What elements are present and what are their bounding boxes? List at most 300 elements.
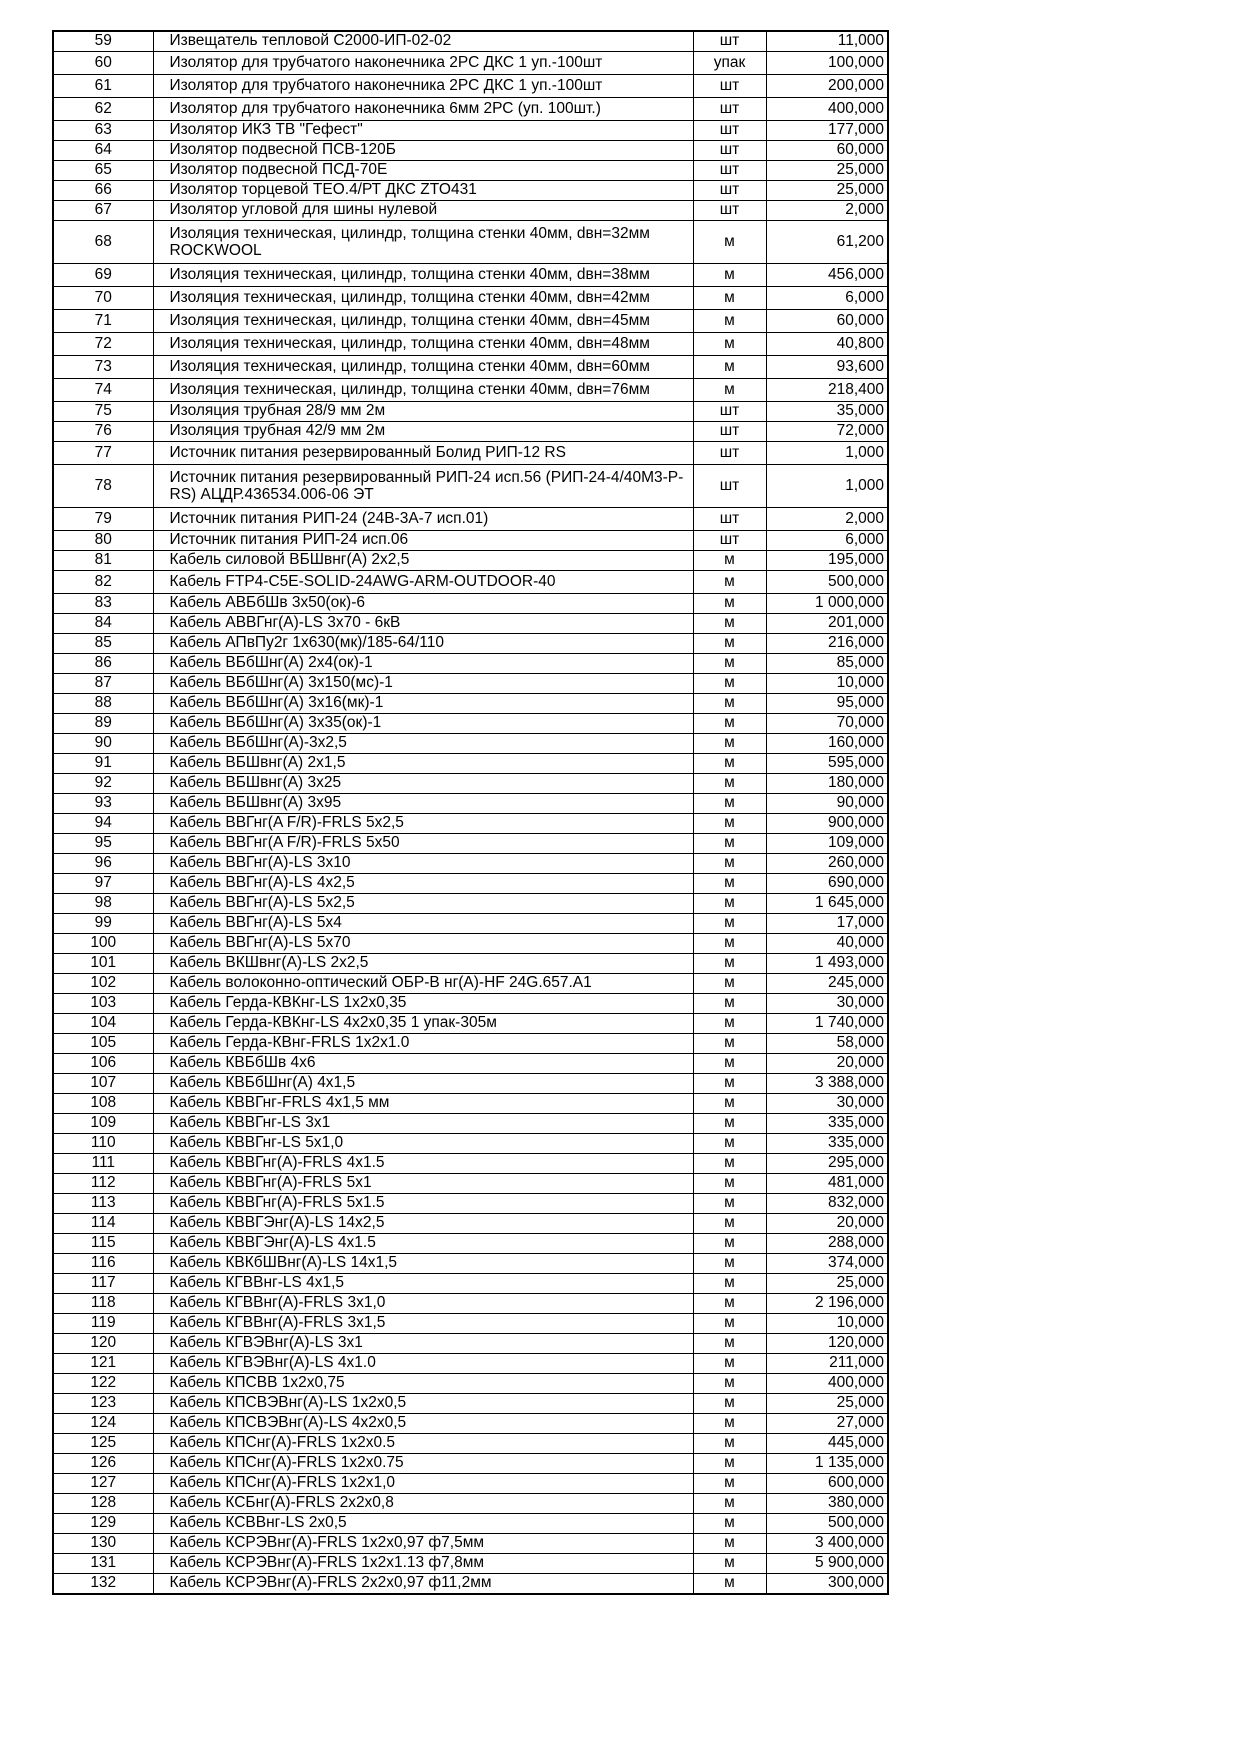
row-number: 116 [53, 1254, 153, 1274]
row-number: 82 [53, 571, 153, 594]
item-unit: м [693, 1554, 766, 1574]
row-number: 121 [53, 1354, 153, 1374]
item-quantity: 35,000 [766, 402, 888, 422]
item-quantity: 3 400,000 [766, 1534, 888, 1554]
item-name: Кабель КВБбШнг(А) 4х1,5 [153, 1074, 693, 1094]
item-name: Кабель КВВГнг(А)-FRLS 4х1.5 [153, 1154, 693, 1174]
item-quantity: 85,000 [766, 654, 888, 674]
row-number: 67 [53, 201, 153, 221]
table-row [53, 1194, 888, 1214]
table-row [53, 333, 888, 356]
item-name: Изолятор для трубчатого наконечника 2РС ДКС 1 уп.-100шт [153, 52, 693, 75]
item-name: Кабель КГВЭВнг(А)-LS 3х1 [153, 1334, 693, 1354]
item-name: Кабель КПСВЭВнг(А)-LS 1х2х0,5 [153, 1394, 693, 1414]
item-quantity: 70,000 [766, 714, 888, 734]
row-number: 61 [53, 75, 153, 98]
row-number: 126 [53, 1454, 153, 1474]
row-number: 127 [53, 1474, 153, 1494]
item-unit: шт [693, 161, 766, 181]
item-unit: м [693, 1534, 766, 1554]
item-quantity: 288,000 [766, 1234, 888, 1254]
table-row [53, 714, 888, 734]
item-unit: м [693, 264, 766, 287]
item-quantity: 690,000 [766, 874, 888, 894]
item-unit: шт [693, 75, 766, 98]
item-unit: м [693, 754, 766, 774]
item-name: Изолятор ИКЗ ТВ "Гефест" [153, 121, 693, 141]
row-number: 105 [53, 1034, 153, 1054]
table-row [53, 141, 888, 161]
row-number: 76 [53, 422, 153, 442]
row-number: 79 [53, 508, 153, 531]
row-number: 122 [53, 1374, 153, 1394]
row-number: 132 [53, 1574, 153, 1595]
item-unit: м [693, 379, 766, 402]
row-number: 107 [53, 1074, 153, 1094]
item-name: Изоляция техническая, цилиндр, толщина стенки 40мм, dвн=32мм ROCKWOOL [153, 221, 693, 264]
table-row [53, 1174, 888, 1194]
item-name: Кабель КВВГнг-LS 3х1 [153, 1114, 693, 1134]
item-unit: упак [693, 52, 766, 75]
row-number: 64 [53, 141, 153, 161]
item-quantity: 456,000 [766, 264, 888, 287]
row-number: 108 [53, 1094, 153, 1114]
row-number: 113 [53, 1194, 153, 1214]
item-quantity: 1 000,000 [766, 594, 888, 614]
item-quantity: 10,000 [766, 1314, 888, 1334]
item-unit: шт [693, 508, 766, 531]
item-quantity: 25,000 [766, 1274, 888, 1294]
row-number: 95 [53, 834, 153, 854]
item-unit: м [693, 794, 766, 814]
item-quantity: 445,000 [766, 1434, 888, 1454]
item-unit: м [693, 551, 766, 571]
item-quantity: 195,000 [766, 551, 888, 571]
item-unit: м [693, 1094, 766, 1114]
item-name: Изоляция техническая, цилиндр, толщина стенки 40мм, dвн=48мм [153, 333, 693, 356]
item-quantity: 380,000 [766, 1494, 888, 1514]
item-quantity: 25,000 [766, 1394, 888, 1414]
item-unit: м [693, 1174, 766, 1194]
item-name: Кабель АПвПу2г 1х630(мк)/185-64/110 [153, 634, 693, 654]
row-number: 119 [53, 1314, 153, 1334]
row-number: 73 [53, 356, 153, 379]
table-row [53, 442, 888, 465]
row-number: 68 [53, 221, 153, 264]
item-name: Кабель КПСВВ 1х2х0,75 [153, 1374, 693, 1394]
item-quantity: 17,000 [766, 914, 888, 934]
table-row [53, 1394, 888, 1414]
table-row [53, 814, 888, 834]
table-row [53, 934, 888, 954]
item-unit: м [693, 854, 766, 874]
item-unit: м [693, 994, 766, 1014]
item-name: Кабель ВБбШнг(А) 3х16(мк)-1 [153, 694, 693, 714]
item-quantity: 60,000 [766, 141, 888, 161]
item-unit: м [693, 1234, 766, 1254]
item-quantity: 245,000 [766, 974, 888, 994]
item-quantity: 211,000 [766, 1354, 888, 1374]
item-quantity: 100,000 [766, 52, 888, 75]
item-unit: м [693, 814, 766, 834]
item-quantity: 900,000 [766, 814, 888, 834]
item-name: Изоляция трубная 28/9 мм 2м [153, 402, 693, 422]
item-unit: м [693, 221, 766, 264]
row-number: 65 [53, 161, 153, 181]
table-row [53, 894, 888, 914]
item-name: Кабель КПСнг(А)-FRLS 1х2х0.5 [153, 1434, 693, 1454]
row-number: 109 [53, 1114, 153, 1134]
row-number: 87 [53, 674, 153, 694]
item-name: Кабель ВВГнг(А)-LS 5х4 [153, 914, 693, 934]
item-unit: м [693, 614, 766, 634]
item-quantity: 40,000 [766, 934, 888, 954]
item-unit: м [693, 594, 766, 614]
table-row [53, 1554, 888, 1574]
table-row [53, 1514, 888, 1534]
item-quantity: 832,000 [766, 1194, 888, 1214]
item-quantity: 2,000 [766, 508, 888, 531]
item-name: Кабель ВКШвнг(А)-LS 2х2,5 [153, 954, 693, 974]
table-row [53, 914, 888, 934]
table-row [53, 1254, 888, 1274]
row-number: 98 [53, 894, 153, 914]
item-name: Кабель FTP4-C5E-SOLID-24AWG-ARM-OUTDOOR-40 [153, 571, 693, 594]
item-unit: м [693, 1214, 766, 1234]
table-row [53, 121, 888, 141]
item-unit: м [693, 333, 766, 356]
row-number: 111 [53, 1154, 153, 1174]
item-name: Кабель КПСВЭВнг(А)-LS 4х2х0,5 [153, 1414, 693, 1434]
row-number: 114 [53, 1214, 153, 1234]
item-name: Кабель КВВГнг-FRLS 4х1,5 мм [153, 1094, 693, 1114]
item-unit: м [693, 1294, 766, 1314]
row-number: 129 [53, 1514, 153, 1534]
row-number: 84 [53, 614, 153, 634]
table-row [53, 1314, 888, 1334]
table-row [53, 508, 888, 531]
item-unit: м [693, 734, 766, 754]
item-unit: шт [693, 402, 766, 422]
item-quantity: 20,000 [766, 1214, 888, 1234]
item-name: Источник питания резервированный РИП-24 исп.56 (РИП-24-4/40М3-Р-RS) АЦДР.436534.006-06 ЭТ [153, 465, 693, 508]
item-unit: м [693, 934, 766, 954]
item-unit: м [693, 654, 766, 674]
item-quantity: 30,000 [766, 994, 888, 1014]
item-unit: м [693, 674, 766, 694]
item-name: Изоляция техническая, цилиндр, толщина стенки 40мм, dвн=76мм [153, 379, 693, 402]
row-number: 102 [53, 974, 153, 994]
table-row [53, 734, 888, 754]
row-number: 125 [53, 1434, 153, 1454]
table-row [53, 794, 888, 814]
item-unit: м [693, 1134, 766, 1154]
item-unit: м [693, 894, 766, 914]
table-row [53, 1274, 888, 1294]
item-quantity: 335,000 [766, 1114, 888, 1134]
item-quantity: 500,000 [766, 571, 888, 594]
table-row [53, 774, 888, 794]
row-number: 60 [53, 52, 153, 75]
item-unit: м [693, 1514, 766, 1534]
item-name: Источник питания РИП-24 исп.06 [153, 531, 693, 551]
item-unit: шт [693, 531, 766, 551]
item-unit: м [693, 634, 766, 654]
item-quantity: 20,000 [766, 1054, 888, 1074]
item-unit: м [693, 571, 766, 594]
item-quantity: 1 645,000 [766, 894, 888, 914]
item-quantity: 260,000 [766, 854, 888, 874]
row-number: 88 [53, 694, 153, 714]
item-quantity: 177,000 [766, 121, 888, 141]
item-unit: м [693, 954, 766, 974]
row-number: 118 [53, 1294, 153, 1314]
item-quantity: 400,000 [766, 1374, 888, 1394]
table-row [53, 1534, 888, 1554]
item-quantity: 3 388,000 [766, 1074, 888, 1094]
table-row [53, 1134, 888, 1154]
item-name: Кабель КГВЭВнг(А)-LS 4х1.0 [153, 1354, 693, 1374]
item-quantity: 72,000 [766, 422, 888, 442]
item-unit: шт [693, 201, 766, 221]
row-number: 131 [53, 1554, 153, 1574]
row-number: 70 [53, 287, 153, 310]
table-row [53, 974, 888, 994]
row-number: 77 [53, 442, 153, 465]
item-name: Кабель ВБбШнг(А)-3х2,5 [153, 734, 693, 754]
item-name: Кабель КГВВнг(А)-FRLS 3х1,0 [153, 1294, 693, 1314]
table-row [53, 1294, 888, 1314]
item-name: Кабель КГВВнг-LS 4х1,5 [153, 1274, 693, 1294]
item-quantity: 1 493,000 [766, 954, 888, 974]
item-unit: м [693, 1374, 766, 1394]
item-name: Изоляция трубная 42/9 мм 2м [153, 422, 693, 442]
table-row [53, 694, 888, 714]
item-unit: м [693, 974, 766, 994]
item-unit: шт [693, 422, 766, 442]
table-row [53, 834, 888, 854]
table-row [53, 1014, 888, 1034]
row-number: 94 [53, 814, 153, 834]
item-unit: м [693, 774, 766, 794]
item-quantity: 200,000 [766, 75, 888, 98]
item-unit: м [693, 1014, 766, 1034]
table-row [53, 614, 888, 634]
item-name: Кабель КСВВнг-LS 2х0,5 [153, 1514, 693, 1534]
row-number: 97 [53, 874, 153, 894]
item-unit: м [693, 1354, 766, 1374]
table-row [53, 161, 888, 181]
item-name: Изоляция техническая, цилиндр, толщина стенки 40мм, dвн=38мм [153, 264, 693, 287]
table-row [53, 1114, 888, 1134]
item-unit: шт [693, 31, 766, 52]
item-name: Кабель силовой ВБШвнг(А) 2х2,5 [153, 551, 693, 571]
item-name: Кабель КСБнг(А)-FRLS 2х2х0,8 [153, 1494, 693, 1514]
item-quantity: 109,000 [766, 834, 888, 854]
table-row [53, 98, 888, 121]
row-number: 128 [53, 1494, 153, 1514]
item-name: Кабель ВВГнг(А)-LS 5х2,5 [153, 894, 693, 914]
item-unit: м [693, 1034, 766, 1054]
table-row [53, 874, 888, 894]
item-name: Изолятор для трубчатого наконечника 6мм 2РС (уп. 100шт.) [153, 98, 693, 121]
item-unit: м [693, 1414, 766, 1434]
item-unit: м [693, 1494, 766, 1514]
item-quantity: 93,600 [766, 356, 888, 379]
item-name: Кабель ВВГнг(A F/R)-FRLS 5х50 [153, 834, 693, 854]
item-quantity: 481,000 [766, 1174, 888, 1194]
item-unit: м [693, 287, 766, 310]
table-row [53, 379, 888, 402]
item-unit: м [693, 310, 766, 333]
item-quantity: 61,200 [766, 221, 888, 264]
item-unit: м [693, 1474, 766, 1494]
table-row [53, 52, 888, 75]
item-unit: м [693, 914, 766, 934]
item-name: Кабель Герда-КВКнг-LS 4х2х0,35 1 упак-305м [153, 1014, 693, 1034]
row-number: 124 [53, 1414, 153, 1434]
item-name: Кабель КГВВнг(А)-FRLS 3х1,5 [153, 1314, 693, 1334]
row-number: 74 [53, 379, 153, 402]
table-row [53, 594, 888, 614]
item-quantity: 95,000 [766, 694, 888, 714]
inventory-table [52, 30, 889, 1595]
table-row [53, 201, 888, 221]
table-row [53, 634, 888, 654]
item-name: Кабель КСРЭВнг(А)-FRLS 1х2х1.13 ф7,8мм [153, 1554, 693, 1574]
item-name: Изолятор торцевой ТЕО.4/РТ ДКС ZTO431 [153, 181, 693, 201]
item-quantity: 6,000 [766, 287, 888, 310]
item-name: Кабель волоконно-оптический ОБР-В нг(А)-HF 24G.657.A1 [153, 974, 693, 994]
item-quantity: 90,000 [766, 794, 888, 814]
item-name: Кабель КВВГнг(А)-FRLS 5х1 [153, 1174, 693, 1194]
item-unit: м [693, 834, 766, 854]
item-name: Кабель КВБбШв 4х6 [153, 1054, 693, 1074]
item-unit: шт [693, 465, 766, 508]
row-number: 117 [53, 1274, 153, 1294]
item-unit: м [693, 1574, 766, 1595]
table-row [53, 31, 888, 52]
item-quantity: 6,000 [766, 531, 888, 551]
table-row [53, 1334, 888, 1354]
row-number: 59 [53, 31, 153, 52]
row-number: 110 [53, 1134, 153, 1154]
table-row [53, 854, 888, 874]
row-number: 78 [53, 465, 153, 508]
item-name: Кабель АВВГнг(А)-LS 3х70 - 6кВ [153, 614, 693, 634]
item-unit: м [693, 1114, 766, 1134]
table-row [53, 654, 888, 674]
table-row [53, 1074, 888, 1094]
item-quantity: 201,000 [766, 614, 888, 634]
row-number: 130 [53, 1534, 153, 1554]
item-unit: м [693, 1334, 766, 1354]
row-number: 96 [53, 854, 153, 874]
item-unit: м [693, 1274, 766, 1294]
item-quantity: 25,000 [766, 161, 888, 181]
item-unit: м [693, 1434, 766, 1454]
item-quantity: 374,000 [766, 1254, 888, 1274]
row-number: 81 [53, 551, 153, 571]
item-name: Изоляция техническая, цилиндр, толщина стенки 40мм, dвн=60мм [153, 356, 693, 379]
row-number: 72 [53, 333, 153, 356]
item-unit: м [693, 1394, 766, 1414]
row-number: 99 [53, 914, 153, 934]
item-quantity: 600,000 [766, 1474, 888, 1494]
item-quantity: 11,000 [766, 31, 888, 52]
row-number: 90 [53, 734, 153, 754]
row-number: 85 [53, 634, 153, 654]
item-name: Изолятор угловой для шины нулевой [153, 201, 693, 221]
item-quantity: 216,000 [766, 634, 888, 654]
item-quantity: 30,000 [766, 1094, 888, 1114]
item-quantity: 25,000 [766, 181, 888, 201]
item-name: Кабель КСРЭВнг(А)-FRLS 2х2х0,97 ф11,2мм [153, 1574, 693, 1595]
table-row [53, 551, 888, 571]
item-name: Кабель ВБбШнг(А) 2х4(ок)-1 [153, 654, 693, 674]
item-name: Кабель ВВГнг(A F/R)-FRLS 5х2,5 [153, 814, 693, 834]
inventory-sheet [52, 30, 889, 1595]
row-number: 89 [53, 714, 153, 734]
item-unit: шт [693, 442, 766, 465]
table-row [53, 1474, 888, 1494]
item-quantity: 27,000 [766, 1414, 888, 1434]
item-name: Кабель КСРЭВнг(А)-FRLS 1х2х0,97 ф7,5мм [153, 1534, 693, 1554]
table-row [53, 1454, 888, 1474]
table-row [53, 1574, 888, 1595]
row-number: 69 [53, 264, 153, 287]
item-quantity: 58,000 [766, 1034, 888, 1054]
row-number: 103 [53, 994, 153, 1014]
row-number: 112 [53, 1174, 153, 1194]
table-row [53, 1374, 888, 1394]
table-row [53, 356, 888, 379]
item-unit: м [693, 1314, 766, 1334]
item-name: Кабель ВВГнг(А)-LS 3х10 [153, 854, 693, 874]
item-quantity: 335,000 [766, 1134, 888, 1154]
item-name: Извещатель тепловой С2000-ИП-02-02 [153, 31, 693, 52]
item-quantity: 2,000 [766, 201, 888, 221]
item-quantity: 595,000 [766, 754, 888, 774]
item-name: Кабель Герда-КВнг-FRLS 1х2х1.0 [153, 1034, 693, 1054]
table-row [53, 674, 888, 694]
row-number: 101 [53, 954, 153, 974]
table-row [53, 571, 888, 594]
item-quantity: 1,000 [766, 465, 888, 508]
item-unit: м [693, 874, 766, 894]
table-row [53, 1414, 888, 1434]
item-unit: м [693, 1154, 766, 1174]
row-number: 92 [53, 774, 153, 794]
item-quantity: 300,000 [766, 1574, 888, 1595]
item-unit: шт [693, 181, 766, 201]
table-row [53, 181, 888, 201]
item-unit: м [693, 1074, 766, 1094]
item-unit: шт [693, 141, 766, 161]
item-quantity: 180,000 [766, 774, 888, 794]
item-unit: шт [693, 121, 766, 141]
item-unit: м [693, 1254, 766, 1274]
item-unit: м [693, 1054, 766, 1074]
row-number: 62 [53, 98, 153, 121]
row-number: 75 [53, 402, 153, 422]
item-quantity: 295,000 [766, 1154, 888, 1174]
item-name: Кабель КПСнг(А)-FRLS 1х2х0.75 [153, 1454, 693, 1474]
item-quantity: 1 740,000 [766, 1014, 888, 1034]
table-row [53, 1154, 888, 1174]
row-number: 86 [53, 654, 153, 674]
item-quantity: 120,000 [766, 1334, 888, 1354]
